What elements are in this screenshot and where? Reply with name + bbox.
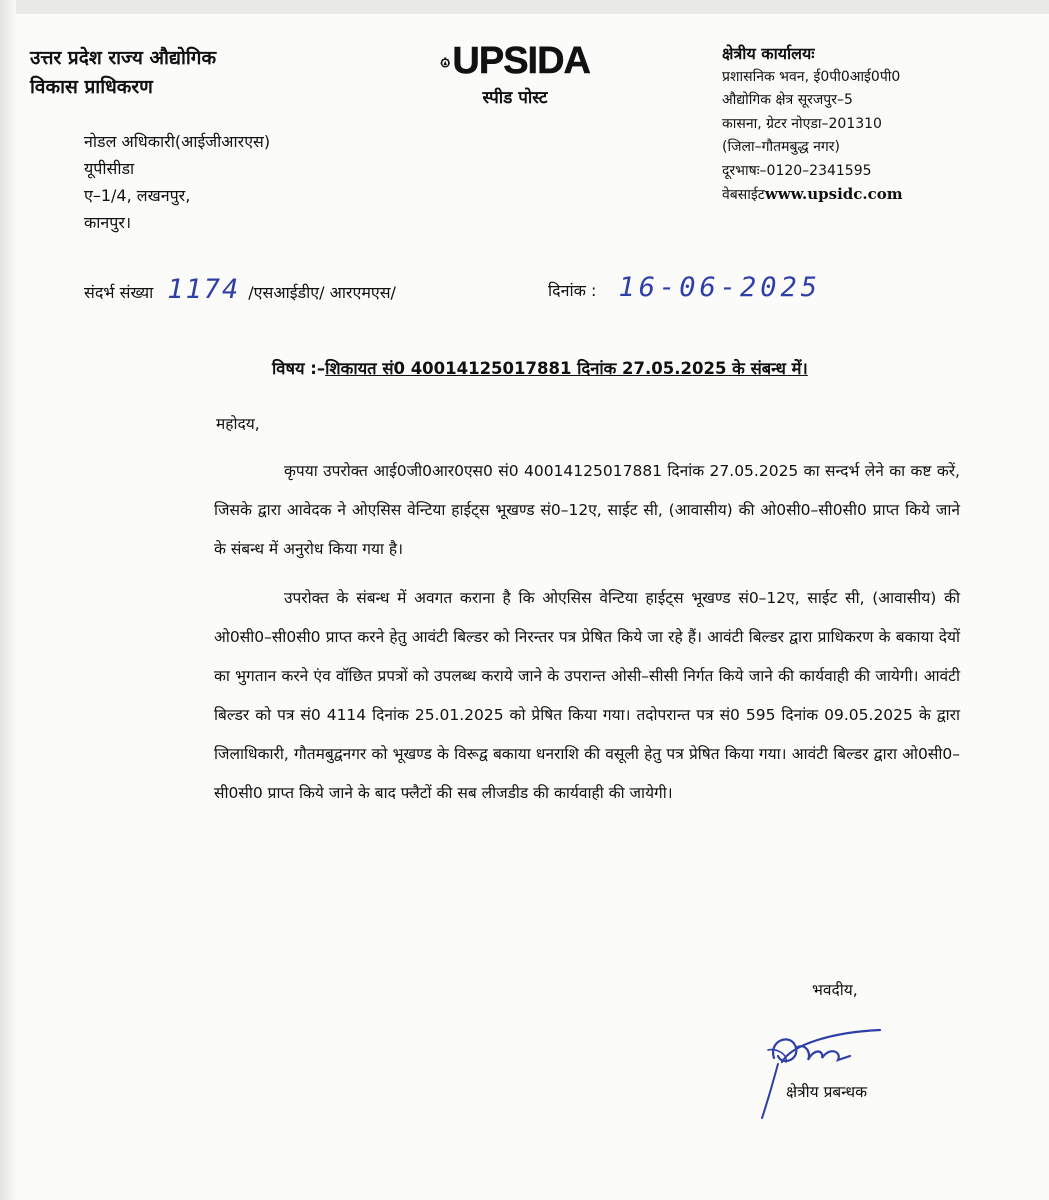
website-label: वेबसाईट [722,187,765,203]
reference-number-line [84,274,396,305]
reference-label: संदर्भ संख्या [84,283,154,302]
subject-text: शिकायत सं0 40014125017881 दिनांक 27.05.2025 के संबन्ध में। [325,359,808,378]
office-website [722,183,903,208]
office-line-3: कासना, ग्रेटर नोएडा–201310 [722,115,882,132]
valediction: भवदीय, [812,981,858,999]
letter-date-line [548,272,821,303]
org-line-2: विकास प्राधिकरण [30,76,153,98]
addressee-line-4: कानपुर। [84,213,132,232]
organization-name [30,44,216,102]
body-paragraph-2: उपरोक्त के संबन्ध में अवगत कराना है कि ओएसिस वेन्टिया हाईट्स भूखण्ड सं0–12ए, साईट सी, (आवासीय) की ओ0सी0–सी0सी0 प्राप्त करने हेतु आवंटी बिल्डर को निरन्तर पत्र प्रेषित किये जा रहे हैं। आवंटी बिल्डर द्वारा प्राधिकरण के बकाया देयों का भुगतान करने एंव वॉछित प्रपत्रों को उपलब्ध कराये जाने के उपरान्त ओसी–सीसी निर्गत किये जाने की कार्यवाही की जायेगी। आवंटी बिल्डर को पत्र सं0 4114 दिनांक 25.01.2025 को प्रेषित किया गया। तदोपरान्त पत्र सं0 595 दिनांक 09.05.2025 के द्वारा जिलाधिकारी, गौतमबुद्वनगर को भूखण्ड के विरूद्व बकाया धनराशि की वसूली हेतु पत्र प्रेषित किया गया। आवंटी बिल्डर द्वारा ओ0सी0–सी0सी0 प्राप्त किये जाने के बाद फ्लैटों की सब लीजडीड की कार्यवाही की जायेगी। [214,589,960,802]
office-line-4: (जिला–गौतमबुद्ध नगर) [722,139,840,155]
subject-line [272,356,808,379]
website-url: www.upsidc.com [764,185,903,203]
org-line-1: उत्तर प्रदेश राज्य औद्योगिक [30,47,217,69]
gear-icon [440,43,450,81]
date-label: दिनांक : [548,281,597,300]
subject-prefix: विषय :– [272,359,326,378]
reference-suffix: /एसआईडीए/ आरएमएस/ [248,283,396,302]
addressee-line-1: नोडल अधिकारी(आईजीआरएस) [84,132,271,151]
letterhead-logo [440,40,590,108]
signatory-designation: क्षेत्रीय प्रबन्धक [786,1083,868,1101]
date-handwritten: 16-06-2025 [618,272,821,303]
addressee-line-2: यूपीसीडा [84,159,135,178]
office-phone: दूरभाषः–0120–2341595 [722,162,872,179]
office-line-1: प्रशासनिक भवन, ई0पी0आई0पी0 [722,68,901,85]
office-heading: क्षेत्रीय कार्यालयः [722,44,815,63]
dispatch-mode: स्पीड पोस्ट [482,88,548,108]
body-paragraph-1: कृपया उपरोक्त आई0जी0आर0एस0 सं0 40014125017881 दिनांक 27.05.2025 का सन्दर्भ लेने का कष्ट करें, जिसके द्वारा आवेदक ने ओएसिस वेन्टिया हाईट्स भूखण्ड सं0–12ए, साईट सी, (आवासीय) की ओ0सी0–सी0सी0 प्राप्त किये जाने के संबन्ध में अनुरोध किया गया है। [214,462,960,558]
reference-number-handwritten: 1174 [167,274,241,305]
salutation: महोदय, [216,415,260,433]
addressee-block [84,128,270,236]
addressee-line-3: ए–1/4, लखनपुर, [84,186,191,205]
scan-left-shadow [0,0,16,1200]
logo-wordmark: UPSIDA [452,40,590,82]
office-line-2: औद्योगिक क्षेत्र सूरजपुर–5 [722,92,853,108]
regional-office-address [722,42,903,208]
signature-scribble [752,1018,892,1128]
scan-top-edge [0,0,1049,14]
